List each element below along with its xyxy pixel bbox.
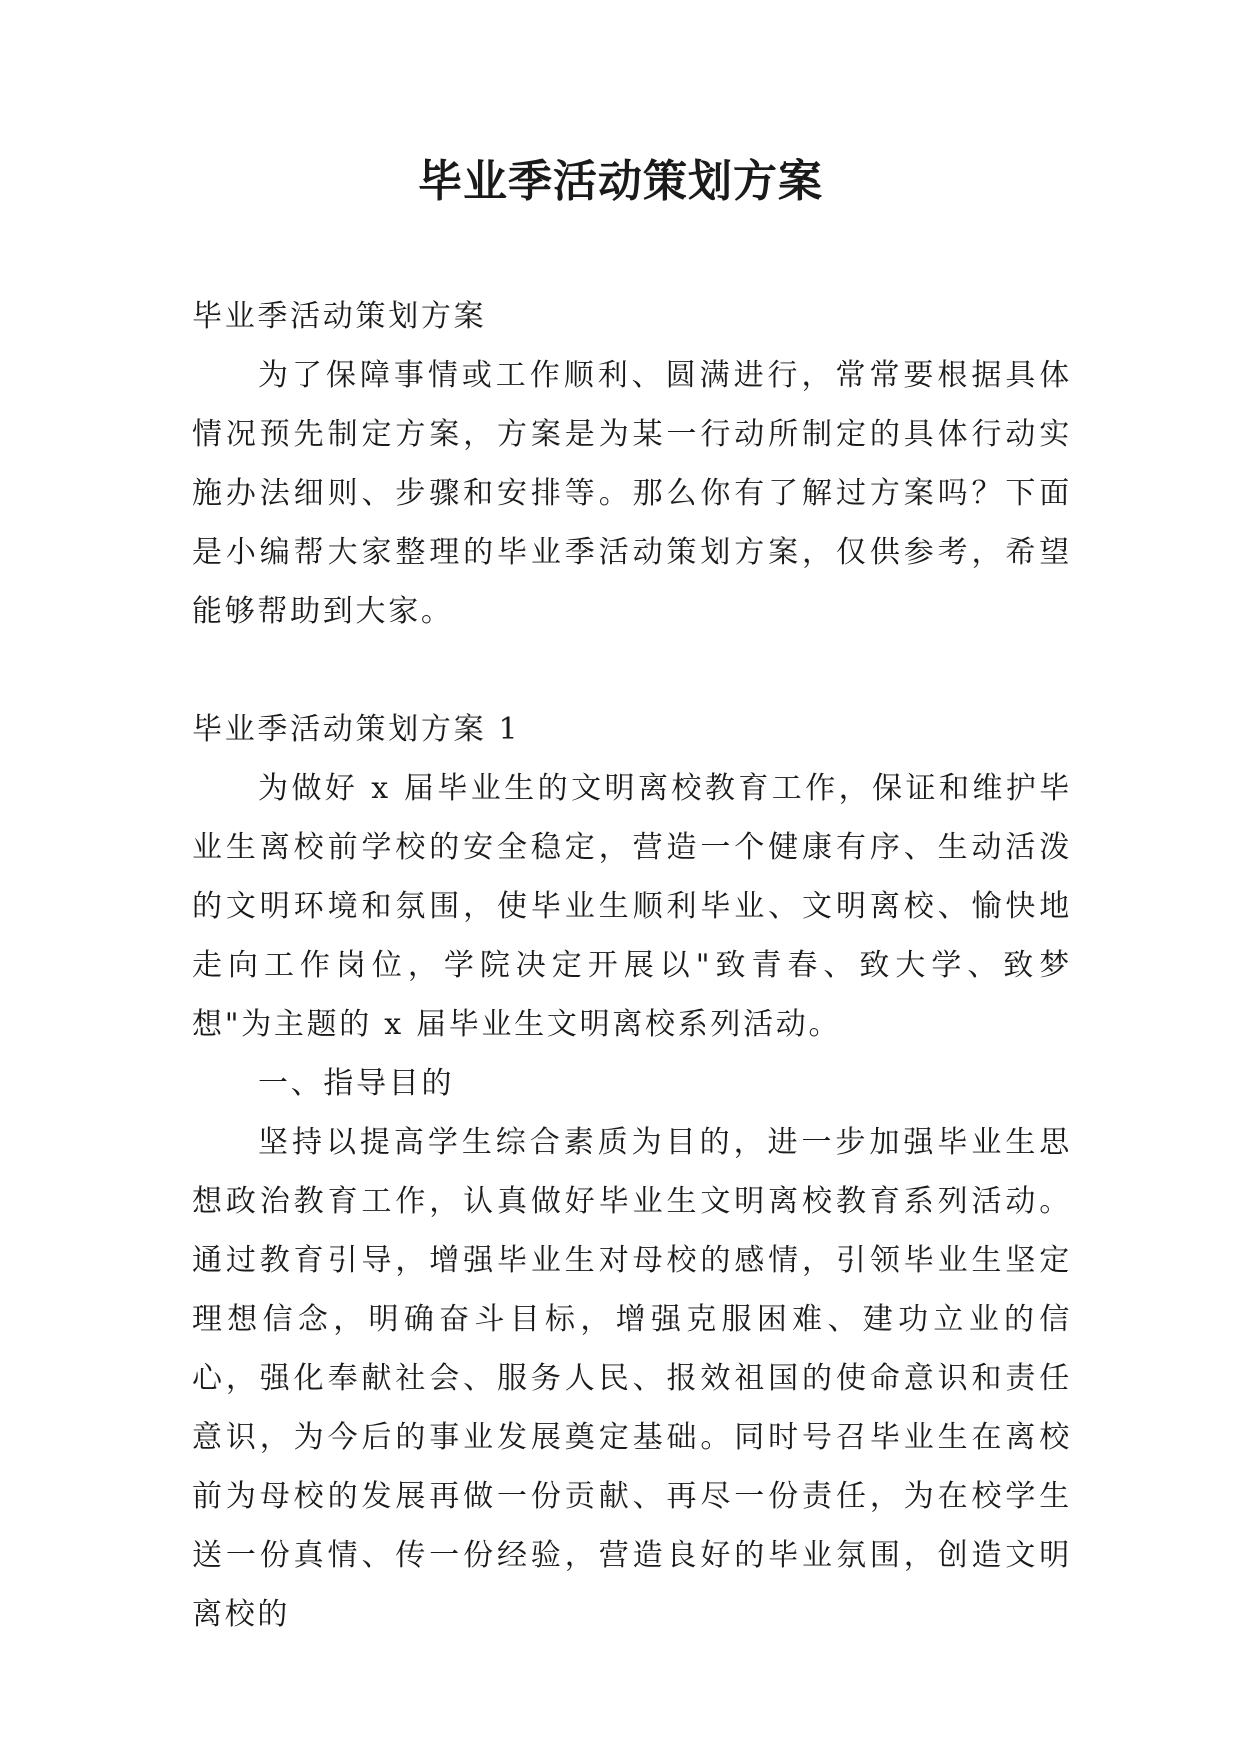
section-paragraph: 坚持以提高学生综合素质为目的，进一步加强毕业生思想政治教育工作，认真做好毕业生文明离校教育系列活动。通过教育引导，增强毕业生对母校的感情，引领毕业生坚定理想信念，明确奋斗目标，增强克服困难、建功立业的信心，强化奉献社会、服务人民、报效祖国的使命意识和责任意识，为今后的事业发展奠定基础。同时号召毕业生在离校前为母校的发展再做一份贡献、再尽一份责任，为在校学生送一份真情、传一份经验，营造良好的毕业氛围，创造文明离校的 xyxy=(192,1125,1072,1632)
paragraph-gap xyxy=(192,641,1072,700)
section-title: 毕业季活动策划方案 1 xyxy=(192,712,521,747)
document-body xyxy=(192,287,1072,1644)
document-title: 毕业季活动策划方案 xyxy=(418,156,823,207)
section-heading: 一、指导目的 xyxy=(258,1066,455,1101)
section-paragraph: 为做好 x 届毕业生的文明离校教育工作，保证和维护毕业生离校前学校的安全稳定，营造一个健康有序、生动活泼的文明环境和氛围，使毕业生顺利毕业、文明离校、愉快地走向工作岗位，学院决定开展以"致青春、致大学、致梦想"为主题的 x 届毕业生文明离校系列活动。 xyxy=(192,771,1072,1042)
intro-paragraph: 为了保障事情或工作顺利、圆满进行，常常要根据具体情况预先制定方案，方案是为某一行动所制定的具体行动实施办法细则、步骤和安排等。那么你有了解过方案吗？下面是小编帮大家整理的毕业季活动策划方案，仅供参考，希望能够帮助到大家。 xyxy=(192,358,1072,629)
document-subtitle: 毕业季活动策划方案 xyxy=(192,299,487,334)
